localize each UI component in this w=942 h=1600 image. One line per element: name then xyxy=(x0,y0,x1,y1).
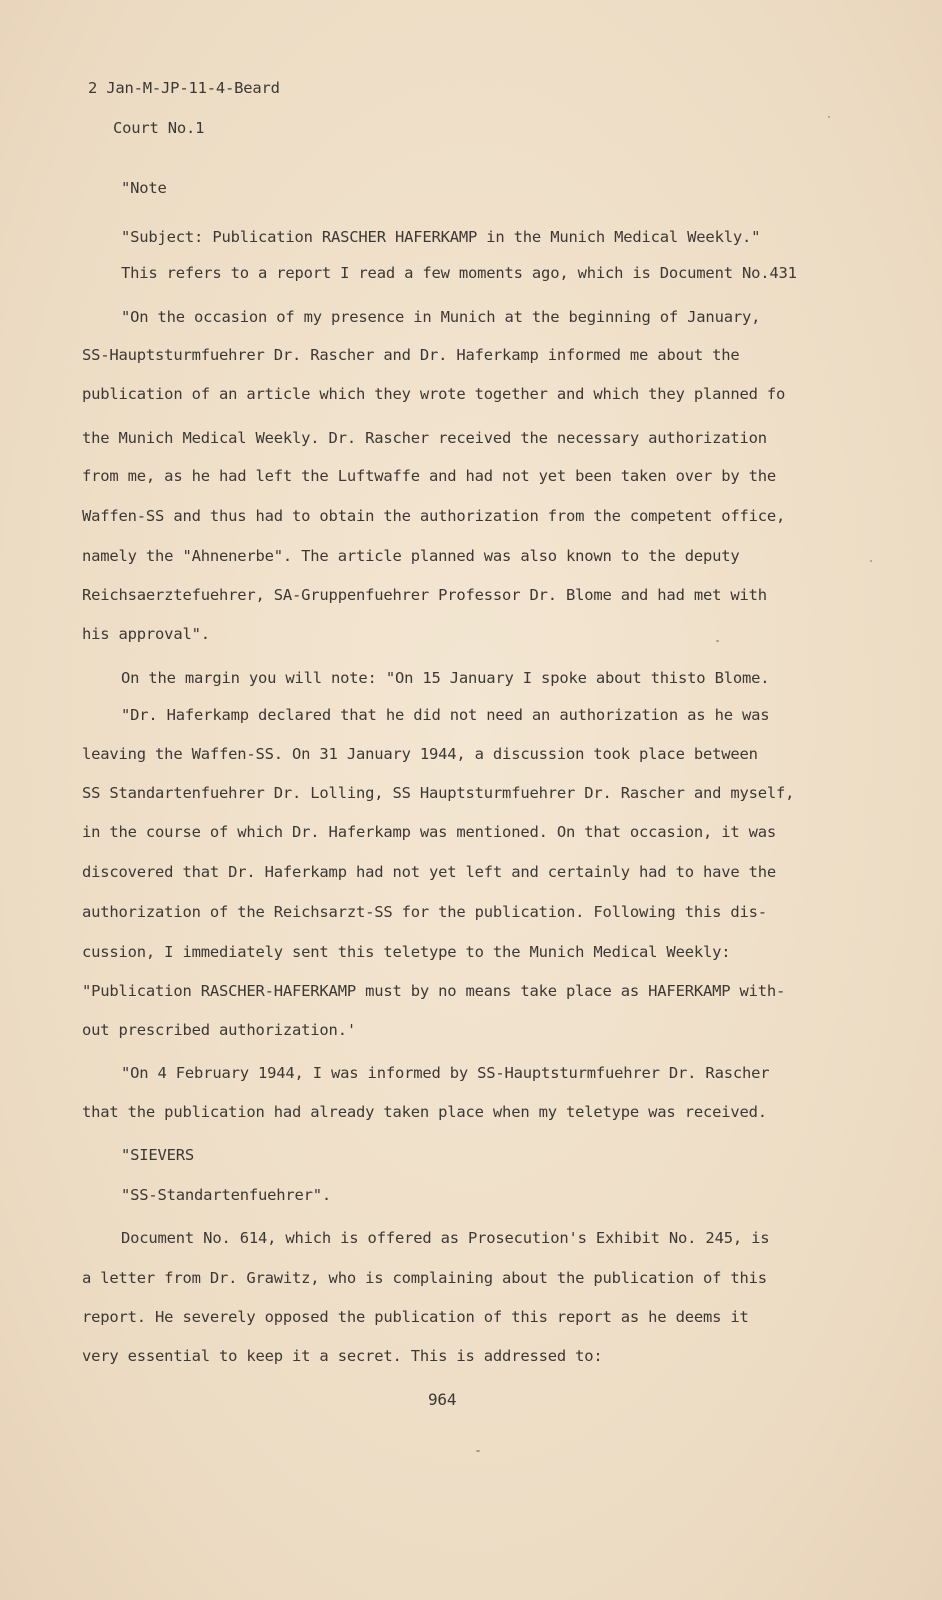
page-number: 964 xyxy=(428,1390,457,1409)
text-line: "Dr. Haferkamp declared that he did not need an authorization as he was xyxy=(121,706,770,724)
text-line: "On 4 February 1944, I was informed by SS-Hauptsturmfuehrer Dr. Rascher xyxy=(121,1064,770,1082)
text-line: "Publication RASCHER-HAFERKAMP must by no means take place as HAFERKAMP with- xyxy=(82,982,786,1000)
text-line: Reichsaerztefuehrer, SA-Gruppenfuehrer Professor Dr. Blome and had met with xyxy=(82,586,767,604)
text-line: SS-Hauptsturmfuehrer Dr. Rascher and Dr. Haferkamp informed me about the xyxy=(82,346,740,364)
text-line: very essential to keep it a secret. This is addressed to: xyxy=(82,1347,603,1365)
text-line: namely the "Ahnenerbe". The article planned was also known to the deputy xyxy=(82,547,740,565)
text-line: leaving the Waffen-SS. On 31 January 1944, a discussion took place between xyxy=(82,745,758,763)
text-line: This refers to a report I read a few moments ago, which is Document No.431 xyxy=(121,264,797,282)
text-line: cussion, I immediately sent this teletype to the Munich Medical Weekly: xyxy=(82,943,731,961)
text-line: On the margin you will note: "On 15 January I spoke about thisto Blome. xyxy=(121,669,770,687)
paper-speck xyxy=(476,1450,480,1452)
text-line: Waffen-SS and thus had to obtain the authorization from the competent office, xyxy=(82,507,786,525)
text-line: discovered that Dr. Haferkamp had not yet left and certainly had to have the xyxy=(82,863,777,881)
text-line: SS Standartenfuehrer Dr. Lolling, SS Hauptsturmfuehrer Dr. Rascher and myself, xyxy=(82,784,795,802)
text-line: "SIEVERS xyxy=(121,1146,195,1164)
court-label: Court No.1 xyxy=(113,119,205,137)
text-line: "Note xyxy=(121,179,167,197)
text-line: out prescribed authorization.' xyxy=(82,1021,356,1039)
text-line: authorization of the Reichsarzt-SS for the publication. Following this dis- xyxy=(82,903,767,921)
document-reference: 2 Jan-M-JP-11-4-Beard xyxy=(88,79,280,97)
text-line: "SS-Standartenfuehrer". xyxy=(121,1186,332,1204)
text-line: from me, as he had left the Luftwaffe and had not yet been taken over by the xyxy=(82,467,777,485)
text-line: "Subject: Publication RASCHER HAFERKAMP in the Munich Medical Weekly." xyxy=(121,228,761,246)
text-line: his approval". xyxy=(82,625,210,643)
paper-speck xyxy=(870,560,872,562)
text-line: Document No. 614, which is offered as Prosecution's Exhibit No. 245, is xyxy=(121,1229,770,1247)
text-line: publication of an article which they wrote together and which they planned fo xyxy=(82,385,786,403)
paper-speck xyxy=(716,640,719,642)
text-line: in the course of which Dr. Haferkamp was mentioned. On that occasion, it was xyxy=(82,823,777,841)
text-line: "On the occasion of my presence in Munich at the beginning of January, xyxy=(121,308,761,326)
paper-speck xyxy=(828,116,830,118)
text-line: the Munich Medical Weekly. Dr. Rascher received the necessary authorization xyxy=(82,429,767,447)
text-line: a letter from Dr. Grawitz, who is complaining about the publication of this xyxy=(82,1269,767,1287)
text-line: report. He severely opposed the publication of this report as he deems it xyxy=(82,1308,749,1326)
text-line: that the publication had already taken place when my teletype was received. xyxy=(82,1103,767,1121)
